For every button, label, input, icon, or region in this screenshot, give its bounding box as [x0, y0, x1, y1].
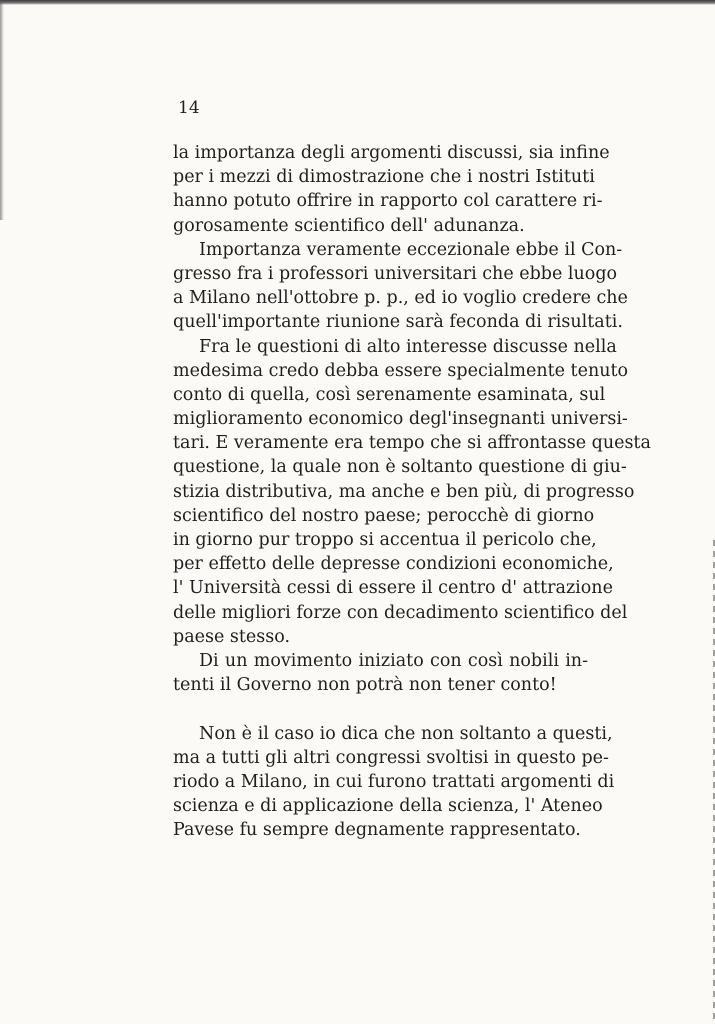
- paragraph: [173, 141, 610, 238]
- text-line: delle migliori forze con decadimento scientifico del: [173, 602, 628, 623]
- text-line: stizia distributiva, ma anche e ben più, di progresso: [173, 481, 635, 502]
- text-line: questione, la quale non è soltanto questione di giu-: [173, 457, 627, 478]
- text-line: la importanza degli argomenti discussi, sia infine: [173, 143, 610, 163]
- text-line: gorosamente scientifico dell' adunanza.: [173, 215, 525, 236]
- text-line: paese stesso.: [173, 626, 291, 647]
- paragraph: [173, 238, 628, 335]
- text-line: scienza e di applicazione della scienza, l' Ateneo: [173, 796, 603, 817]
- text-line: per effetto delle depresse condizioni economiche,: [173, 554, 614, 575]
- text-line: hanno potuto offrire in rapporto col carattere ri-: [173, 191, 603, 212]
- text-line: per i mezzi di dimostrazione che i nostri Istituti: [173, 167, 595, 188]
- text-line: riodo a Milano, in cui furono trattati argomenti di: [173, 771, 615, 792]
- paragraph: [173, 649, 588, 697]
- text-line: quell'importante riunione sarà feconda di risultati.: [173, 312, 623, 333]
- text-line: in giorno pur troppo si accentua il pericolo che,: [173, 530, 597, 550]
- text-line: miglioramento economico degl'insegnanti universi-: [173, 409, 628, 430]
- text-line: tenti il Governo non potrà non tener conto!: [173, 675, 557, 696]
- body-text: [173, 141, 651, 842]
- paragraph: [173, 335, 651, 649]
- page-number: 14: [178, 98, 200, 118]
- text-line: l' Università cessi di essere il centro d' attrazione: [173, 578, 613, 599]
- text-line: Pavese fu sempre degnamente rappresentato.: [173, 820, 581, 841]
- page-top-edge: [0, 0, 715, 5]
- text-line: Fra le questioni di alto interesse discusse nella: [199, 336, 617, 357]
- text-line: tari. E veramente era tempo che si affrontasse questa: [173, 433, 651, 454]
- text-line: ma a tutti gli altri congressi svoltisi in questo pe-: [173, 747, 609, 768]
- page-left-edge: [0, 0, 4, 220]
- text-line: medesima credo debba essere specialmente tenuto: [173, 360, 629, 381]
- text-line: conto di quella, così serenamente esaminata, sul: [173, 384, 606, 405]
- paragraph: [173, 722, 615, 843]
- text-line: a Milano nell'ottobre p. p., ed io voglio credere che: [173, 288, 628, 309]
- text-line: gresso fra i professori universitari che ebbe luogo: [173, 263, 618, 284]
- text-line: scientifico del nostro paese; perocchè di giorno: [173, 505, 595, 526]
- section-gap: [173, 697, 588, 721]
- text-line: Non è il caso io dica che non soltanto a questi,: [199, 723, 613, 744]
- text-line: Importanza veramente eccezionale ebbe il Con-: [199, 239, 623, 260]
- text-line: Di un movimento iniziato con così nobili in-: [199, 650, 588, 671]
